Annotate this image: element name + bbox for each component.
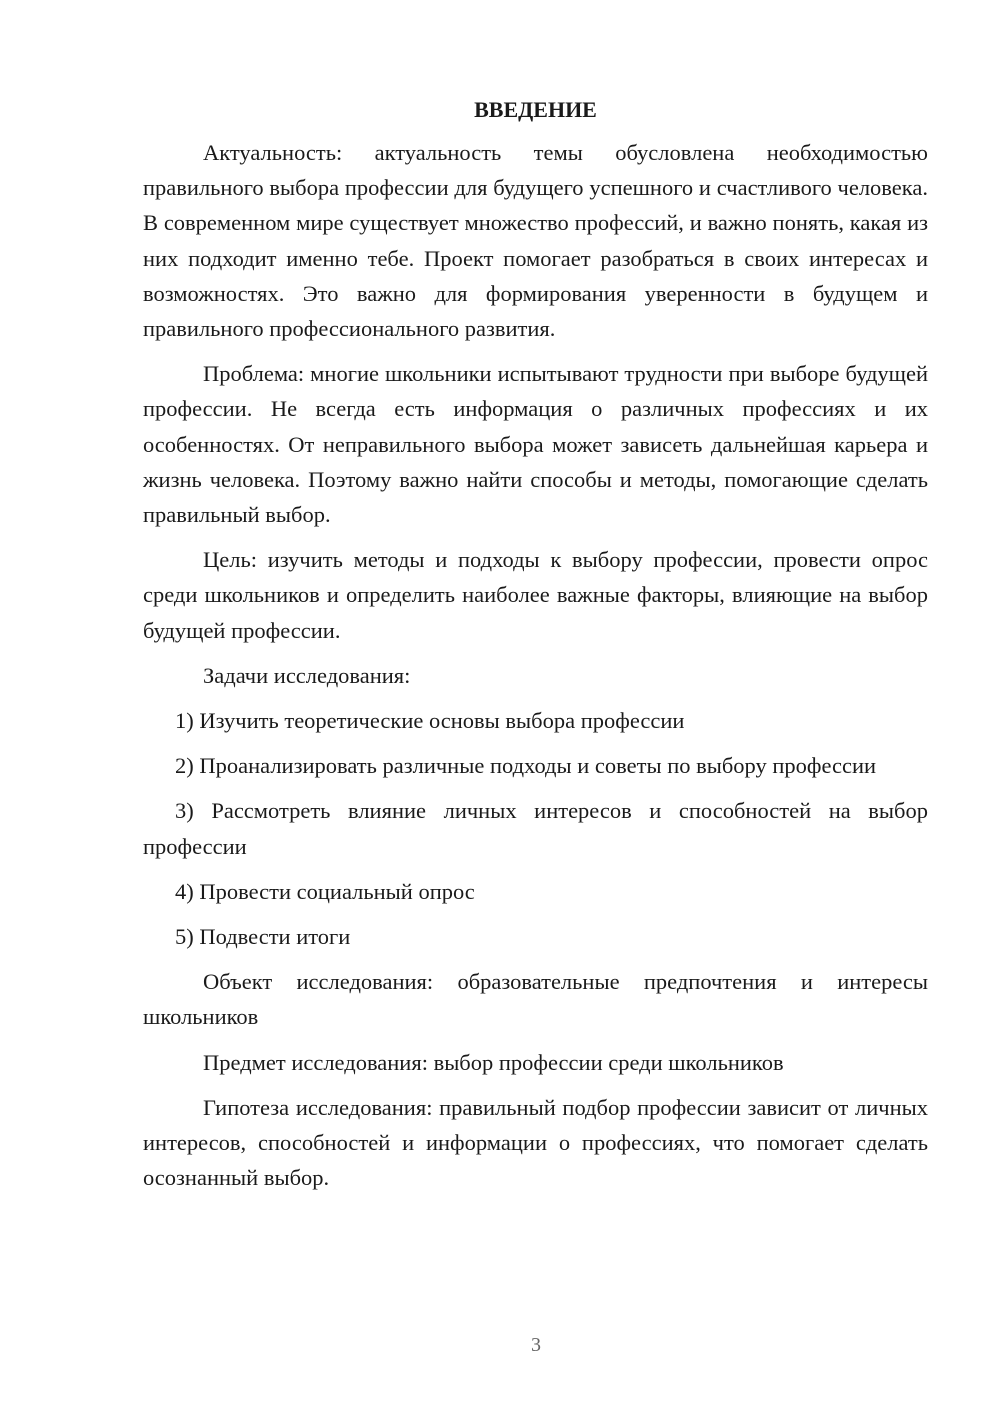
problem-paragraph: Проблема: многие школьники испытывают трудности при выборе будущей профессии. Не всегда есть информация о различных профессиях и их особенностях. От неправильного выбора может зависеть дальнейшая карьера и жизнь человека. Поэтому важно найти способы и методы, помогающие сделать правильный выбор. xyxy=(143,361,928,528)
subject-paragraph: Предмет исследования: выбор профессии среди школьников xyxy=(203,1049,784,1075)
object-paragraph: Объект исследования: образовательные предпочтения и интересы школьников xyxy=(143,969,928,1030)
list-item: 5) Подвести итоги xyxy=(175,924,351,950)
list-item: 4) Провести социальный опрос xyxy=(175,878,475,904)
section-title: ВВЕДЕНИЕ xyxy=(474,97,597,122)
tasks-list xyxy=(143,703,928,954)
document-body xyxy=(143,95,928,1205)
list-item: 3) Рассмотреть влияние личных интересов и способностей на выбор профессии xyxy=(143,798,928,859)
tasks-heading: Задачи исследования: xyxy=(203,662,411,688)
relevance-paragraph: Актуальность: актуальность темы обусловлена необходимостью правильного выбора профессии для будущего успешного и счастливого человека. В современном мире существует множество профессий, и важно понять, какая из них подходит именно тебе. Проект помогает разобраться в своих интересах и возможностях. Это важно для формирования уверенности в будущем и правильного профессионального развития. xyxy=(143,140,928,342)
goal-paragraph: Цель: изучить методы и подходы к выбору профессии, провести опрос среди школьников и определить наиболее важные факторы, влияющие на выбор будущей профессии. xyxy=(143,547,928,643)
list-item: 1) Изучить теоретические основы выбора профессии xyxy=(175,708,685,734)
page-number: 3 xyxy=(531,1334,541,1356)
hypothesis-paragraph: Гипотеза исследования: правильный подбор профессии зависит от личных интересов, способностей и информации о профессиях, что помогает сделать осознанный выбор. xyxy=(143,1094,928,1191)
list-item: 2) Проанализировать различные подходы и советы по выбору профессии xyxy=(175,753,877,779)
